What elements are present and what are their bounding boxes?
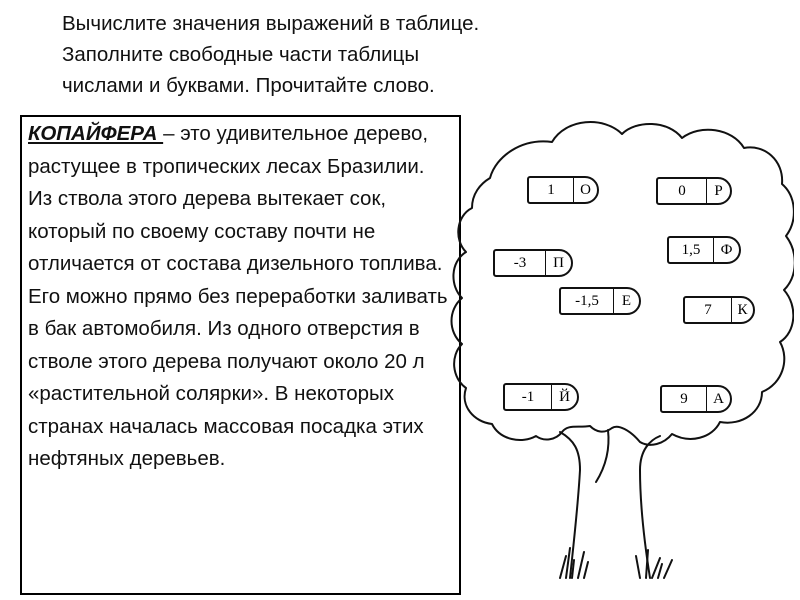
task-instructions xyxy=(62,8,622,101)
tag-letter: П xyxy=(553,254,564,271)
tag-1 xyxy=(527,176,599,204)
task-line-1: Вычислите значения выражений в таблице. xyxy=(62,12,480,35)
tag-3 xyxy=(667,236,741,264)
tree-branch xyxy=(596,430,609,482)
tag-number: -1,5 xyxy=(561,289,614,313)
tree-trunk-left xyxy=(560,432,580,578)
tree-illustration xyxy=(449,118,794,598)
tree-trunk-right xyxy=(640,436,660,578)
tag-4 xyxy=(493,249,573,277)
story-text xyxy=(28,118,453,476)
tag-6 xyxy=(683,296,755,324)
tag-letter: Р xyxy=(714,182,723,199)
tag-number: 1,5 xyxy=(669,238,714,262)
tag-letter: О xyxy=(580,181,591,198)
tag-5 xyxy=(559,287,641,315)
tag-letter: А xyxy=(713,390,724,407)
tag-number: 1 xyxy=(529,178,574,202)
tag-number: 7 xyxy=(685,298,732,322)
grass xyxy=(560,548,672,578)
tag-letter: Е xyxy=(621,292,632,309)
story-body: – это удивительное дерево, растущее в тропических лесах Бразилии. Из ствола этого дерева вытекает сок, который по своему составу почти не отличается от состава дизельного топлива. Его можно прямо без переработки заливать в бак автомобиля. Из одного отверстия в стволе этого дерева получают около 20 л «растительной солярки». В некоторых странах началась массовая посадка этих нефтяных деревьев. xyxy=(28,122,448,470)
tag-number: 9 xyxy=(662,387,707,411)
tag-2 xyxy=(656,177,732,205)
tag-letter: Й xyxy=(559,388,570,405)
tree-name: КОПАЙФЕРА xyxy=(28,122,164,145)
tag-letter: К xyxy=(737,301,748,318)
tag-7 xyxy=(503,383,579,411)
tag-number: -1 xyxy=(505,385,552,409)
tag-number: -3 xyxy=(495,251,546,275)
tag-number: 0 xyxy=(658,179,707,203)
task-line-3: числами и буквами. Прочитайте слово. xyxy=(62,74,435,97)
task-line-2: Заполните свободные части таблицы xyxy=(62,43,420,66)
tag-letter: Ф xyxy=(720,241,733,258)
tag-8 xyxy=(660,385,732,413)
